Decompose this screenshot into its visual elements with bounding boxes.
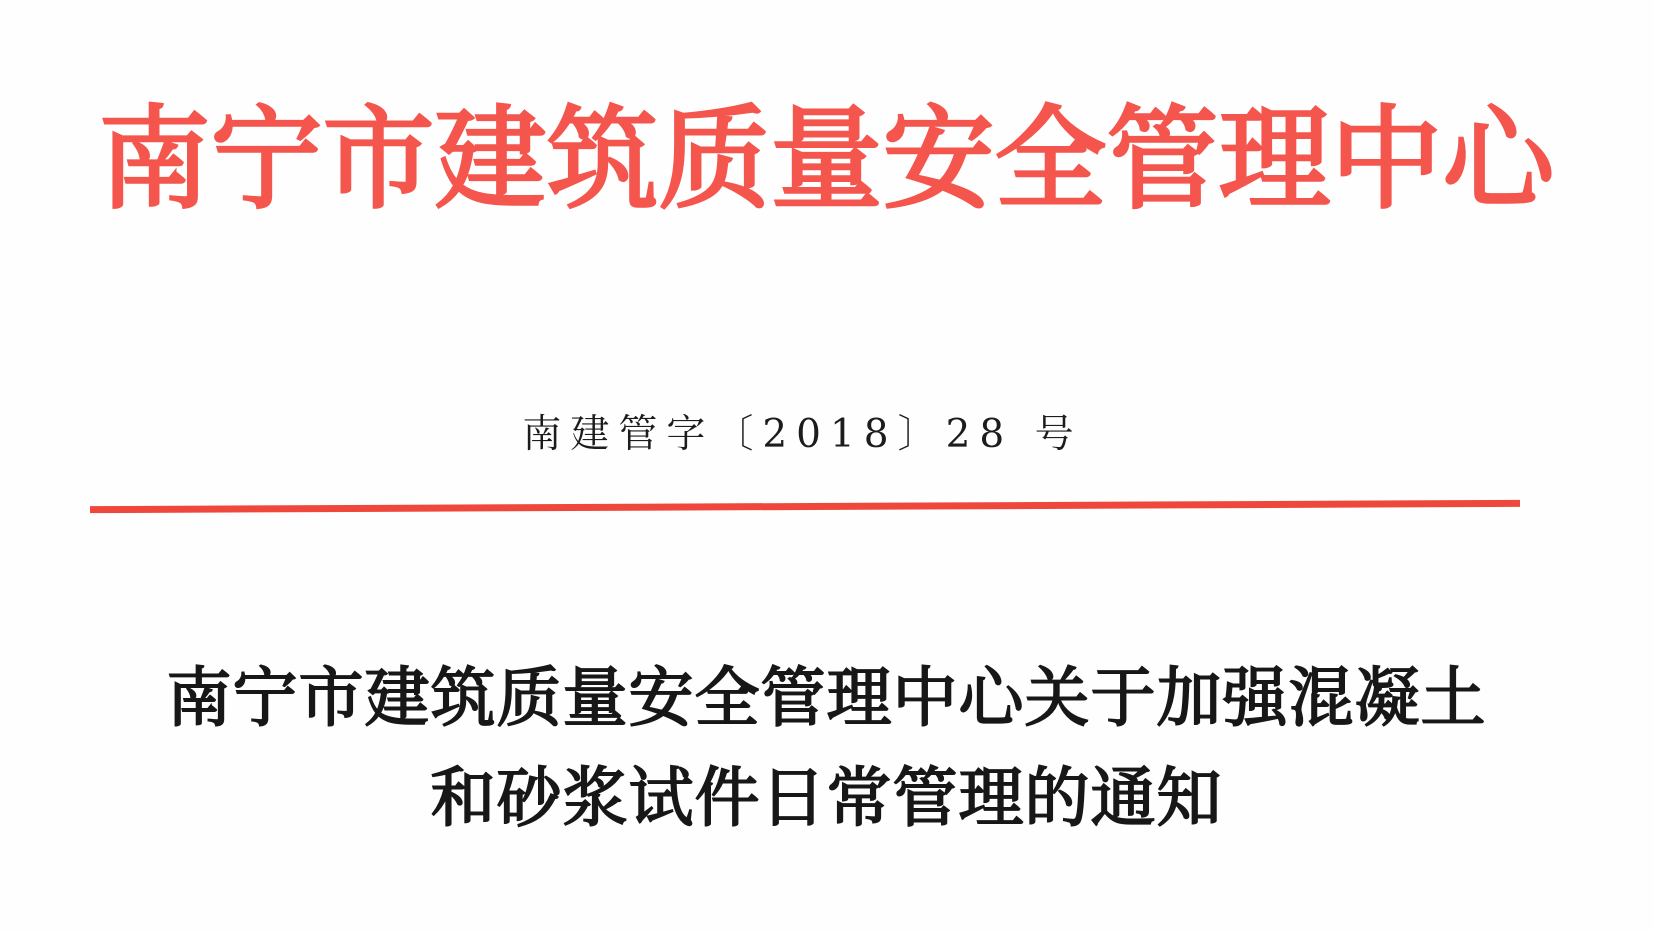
letterhead-divider-line [90,500,1520,513]
document-title [0,648,1653,848]
document-title-line2: 和砂浆试件日常管理的通知 [430,760,1223,836]
document-title-line1: 南宁市建筑质量安全管理中心关于加强混凝土 [166,660,1487,736]
document-reference-number: 南建管字〔2018〕28 号 [522,412,1083,457]
letterhead-agency-name: 南宁市建筑质量安全管理中心 [98,94,1555,225]
